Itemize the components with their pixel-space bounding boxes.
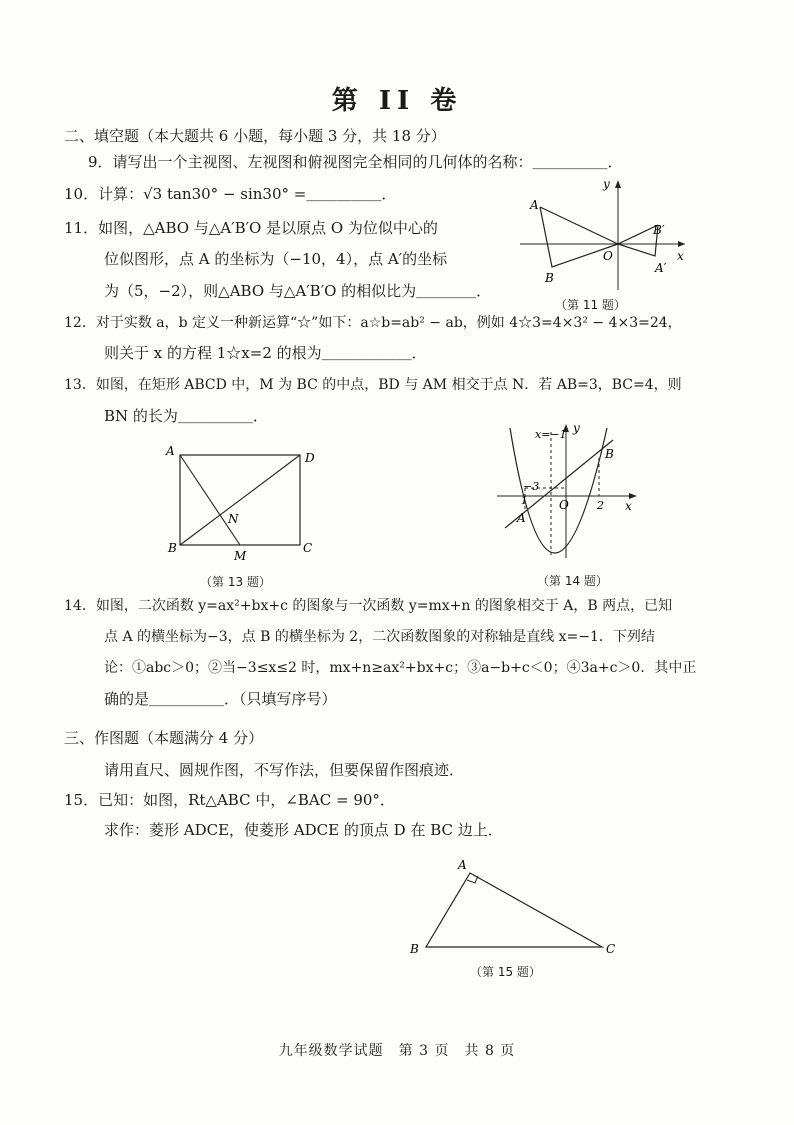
fig13-label-M: M: [234, 549, 247, 563]
fig11-label-A: A: [530, 198, 539, 212]
fig11-label-x: x: [677, 249, 684, 263]
fig13-label-D: D: [305, 451, 315, 465]
figure-13-diagram: [160, 440, 330, 565]
figure-14-caption: （第 14 题）: [537, 574, 608, 588]
fig14-label-A: A: [517, 511, 526, 525]
fig14-label-x: x: [625, 499, 632, 513]
page-footer: 九年级数学试题 第 3 页 共 8 页: [278, 1043, 516, 1059]
figure-13-caption: （第 13 题）: [200, 575, 271, 589]
fig11-label-y: y: [603, 177, 610, 191]
fig15-label-B: B: [410, 942, 419, 955]
question-14-line3: 论：①abc＞0；②当−3≤x≤2 时，mx+n≥ax²+bx+c；③a−b+c＜0；④3a+c＞0．其中正: [104, 660, 697, 676]
question-14-line2: 点 A 的横坐标为−3，点 B 的横坐标为 2，二次函数图象的对称轴是直线 x=−1．下列结: [104, 629, 655, 645]
question-15-line2: 求作：菱形 ADCE，使菱形 ADCE 的顶点 D 在 BC 边上．: [104, 821, 503, 839]
figure-11: [515, 172, 690, 312]
fig11-label-Bp: B′: [653, 223, 665, 237]
fig13-label-N: N: [228, 512, 239, 526]
question-15-line1: 15．已知：如图，Rt△ABC 中，∠BAC = 90°．: [64, 791, 395, 809]
figure-15-diagram: [402, 855, 622, 955]
fig14-label-axis-eq: x=−1: [535, 428, 567, 441]
figure-15-caption: （第 15 题）: [470, 965, 541, 979]
fig13-label-C: C: [303, 541, 313, 555]
question-11-line1: 11．如图，△ABO 与△A′B′O 是以原点 O 为位似中心的: [64, 219, 438, 237]
question-12-line2: 则关于 x 的方程 1☆x=2 的根为＿＿＿＿＿＿．: [104, 344, 427, 362]
fig11-label-O: O: [603, 249, 613, 263]
question-12-line1: 12．对于实数 a，b 定义一种新运算“☆”如下：a☆b=ab² − ab，例如 4☆3=4×3² − 4×3=24，: [64, 315, 682, 331]
fig13-label-B: B: [168, 541, 177, 555]
fig14-label-1: 1: [521, 496, 528, 507]
fig13-label-A: A: [166, 444, 175, 458]
fig11-label-B: B: [545, 271, 554, 285]
figure-13: [160, 440, 330, 590]
section3-instruction: 请用直尺、圆规作图，不写作法，但要保留作图痕迹．: [104, 761, 465, 779]
question-10: 10．计算：√3 tan30° − sin30° =＿＿＿＿＿．: [64, 185, 397, 203]
page-title: 第 II 卷: [331, 86, 463, 116]
section3-heading: 三、作图题（本题满分 4 分）: [64, 729, 264, 747]
fig14-label-O: O: [559, 498, 569, 512]
figure-11-diagram: [515, 172, 690, 292]
fig14-label-y: y: [573, 421, 580, 435]
question-11-line2: 位似图形，点 A 的坐标为（−10，4），点 A′的坐标: [104, 250, 448, 268]
fig14-label-2: 2: [597, 499, 604, 512]
figure-14: [495, 418, 645, 586]
fig15-label-A: A: [458, 858, 467, 872]
question-11-line3: 为（5，−2），则△ABO 与△A′B′O 的相似比为＿＿＿＿．: [104, 282, 492, 300]
section2-heading: 二、填空题（本大题共 6 小题，每小题 3 分，共 18 分）: [64, 127, 446, 145]
figure-15: [402, 855, 622, 980]
figure-14-diagram: [495, 418, 645, 568]
fig11-label-Ap: A′: [655, 261, 667, 275]
question-9: 9．请写出一个主视图、左视图和俯视图完全相同的几何体的名称：＿＿＿＿＿．: [88, 153, 623, 171]
question-13-line2: BN 的长为＿＿＿＿＿．: [104, 407, 268, 425]
figure-11-caption: （第 11 题）: [555, 298, 626, 312]
question-13-line1: 13．如图，在矩形 ABCD 中，M 为 BC 的中点，BD 与 AM 相交于点 N．若 AB=3，BC=4，则: [64, 377, 682, 393]
fig14-label-neg3: −3: [523, 480, 540, 493]
fig14-label-B: B: [605, 447, 614, 461]
question-14-line1: 14．如图，二次函数 y=ax²+bx+c 的图象与一次函数 y=mx+n 的图象相交于 A，B 两点，已知: [64, 598, 673, 614]
fig15-label-C: C: [606, 942, 616, 955]
question-14-line4: 确的是＿＿＿＿＿．（只填写序号）: [104, 690, 337, 708]
